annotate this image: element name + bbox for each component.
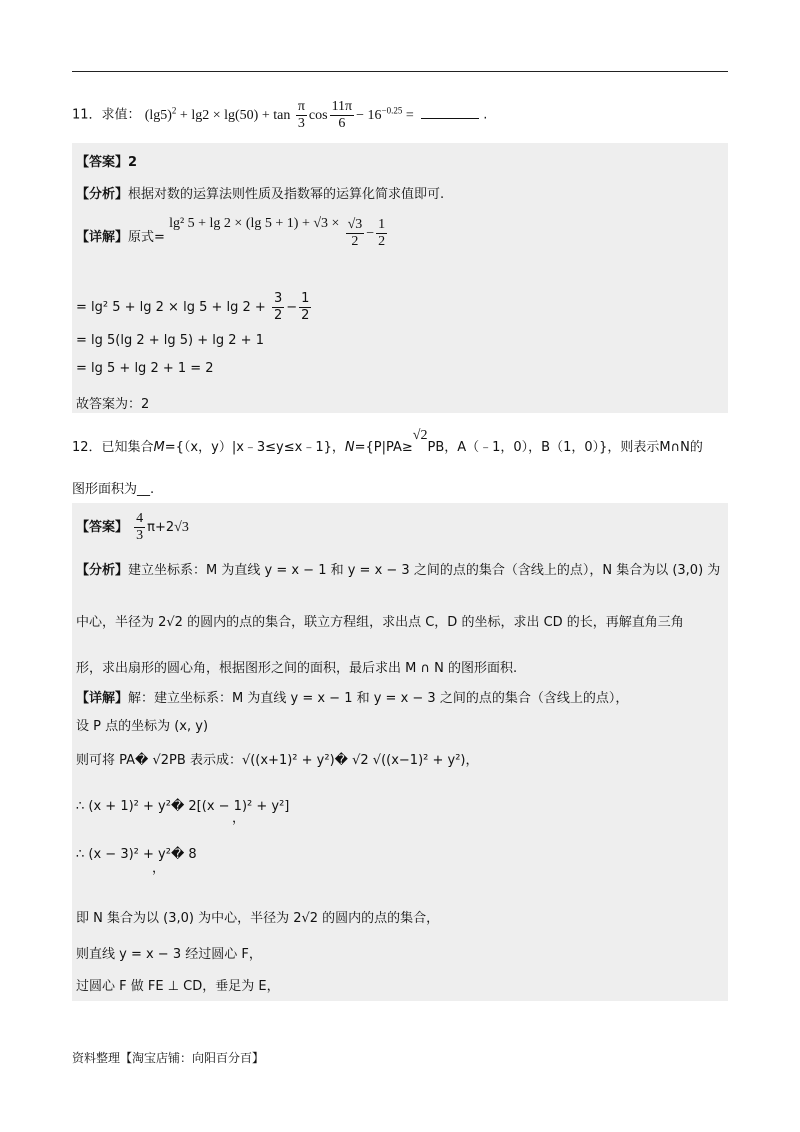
fraction: $\frac{\pi}{3}$ [297, 99, 305, 131]
detail-line-7: 则直线 y = x − 3 经过圆心 F， [76, 947, 262, 962]
footer-source: 资料整理【淘宝店铺：向阳百分百】 [72, 1051, 265, 1065]
question-12-line2: 图形面积为__. [72, 482, 155, 497]
question-12: 12．已知集合M={（x，y）|x﹣3≤y≤x﹣1}，N={P|PA≥√2PB，A（﹣1，0），B（1，0）}，则表示M∩N的 [72, 428, 703, 455]
fraction: $\frac{√3}{2}$ [347, 217, 363, 249]
detail-line-4: ∴ (x + 1)² + y²� 2[(x − 1)² + y²] [76, 799, 290, 814]
detail-line-6: 即 N 集合为以 (3,0) 为中心，半径为 2√2 的圆内的点的集合， [76, 911, 440, 926]
answer-line: 【答案】 $\frac{4}{3}$ π+2√3 [76, 511, 189, 543]
question-number: 11． [72, 107, 102, 123]
analysis-line: 【分析】根据对数的运算法则性质及指数幂的运算化简求值即可. [76, 187, 445, 202]
analysis-line-1: 【分析】建立坐标系：M 为直线 y = x − 1 和 y = x − 3 之间的点的集合（含线上的点），N 集合为以 (3,0) 为 [76, 563, 721, 578]
detail-line-2: 设 P 点的坐标为 (x, y) [76, 719, 209, 734]
header-rule [72, 71, 728, 72]
detail-line-4: = lg 5 + lg 2 + 1 = 2 [76, 361, 214, 376]
answer-box-12: 【答案】 $\frac{4}{3}$ π+2√3 【分析】建立坐标系：M 为直线 y = x − 1 和 y = x − 3 之间的点的集合（含线上的点），N 集合为以 (3,0) 为 中心，半径为 2√2 的圆内的点的集合，联立方程组，求出点 C，D 的坐标，求出 CD 的长，再解直角三角 形，求出扇形的圆心角，根据图形之间的面积，最后求出 M ∩ N 的图形面积. 【详解】解：建立坐标系：M 为直线 y = x − 1 和 y = x − 3 之间的点的集合（含线上的点）， 设 P 点的坐标为 (x, y) 则可将 PA� √2PB 表示成：√((x+1)² + y²)� √2 √((x−1)² + y²)， ∴ (x + 1)² + y²� 2[(x − 1)² + y²] ， ∴ (x − 3)² + y²� 8 ， 即 N 集合为以 (3,0) 为中心，半径为 2√2 的圆内的点的集合， 则直线 y = x − 3 经过圆心 F， 过圆心 F 做 FE ⊥ CD，垂足为 E， [72, 503, 728, 1001]
detail-line-1: 【详解】解：建立坐标系：M 为直线 y = x − 1 和 y = x − 3 之间的点的集合（含线上的点）， [76, 691, 629, 706]
answer-box-11 [72, 143, 728, 413]
fraction: $\frac{1}{2}$ [301, 291, 310, 323]
answer-blank [421, 106, 479, 119]
answer-line: 【答案】2 [76, 155, 138, 170]
fraction: $\frac{3}{2}$ [273, 291, 283, 323]
fraction: $\frac{1}{2}$ [378, 217, 386, 249]
detail-line-2: = lg² 5 + lg 2 × lg 5 + lg 2 + $\frac{3}{2}$ − $\frac{1}{2}$ [76, 291, 310, 323]
conclusion-line: 故答案为：2 [76, 397, 150, 412]
question-expression: $(\lg 5)^2 + \lg 2 \times \lg(50) + \tan$ $\frac{\pi}{3}$ cos $\frac{11\pi}{6}$ − $16^{-0.25}$ = [144, 99, 418, 131]
fraction: $\frac{4}{3}$ [136, 511, 144, 543]
fraction: $\frac{11\pi}{6}$ [331, 99, 353, 131]
detail-line-5: ∴ (x − 3)² + y²� 8 [76, 847, 197, 862]
detail-line-8: 过圆心 F 做 FE ⊥ CD，垂足为 E， [76, 979, 280, 994]
question-11: 11．求值： $(\lg 5)^2 + \lg 2 \times \lg(50) + \tan$ $\frac{\pi}{3}$ cos $\frac{11\pi}{6}$ − $16^{-0.25}$ = . [72, 99, 488, 131]
detail-line-3: = lg 5(lg 2 + lg 5) + lg 2 + 1 [76, 333, 264, 348]
analysis-line-2: 中心，半径为 2√2 的圆内的点的集合，联立方程组，求出点 C，D 的坐标，求出 CD 的长，再解直角三角 [76, 615, 684, 630]
detail-line-3: 则可将 PA� √2PB 表示成：√((x+1)² + y²)� √2 √((x−1)² + y²)， [76, 753, 479, 768]
detail-line-1: 【详解】原式= lg² 5 + lg 2 × (lg 5 + 1) + √3 × $\frac{√3}{2}$ − $\frac{1}{2}$ [76, 216, 386, 249]
analysis-line-3: 形，求出扇形的圆心角，根据图形之间的面积，最后求出 M ∩ N 的图形面积. [76, 661, 518, 676]
question-stem: 求值： [101, 107, 141, 123]
